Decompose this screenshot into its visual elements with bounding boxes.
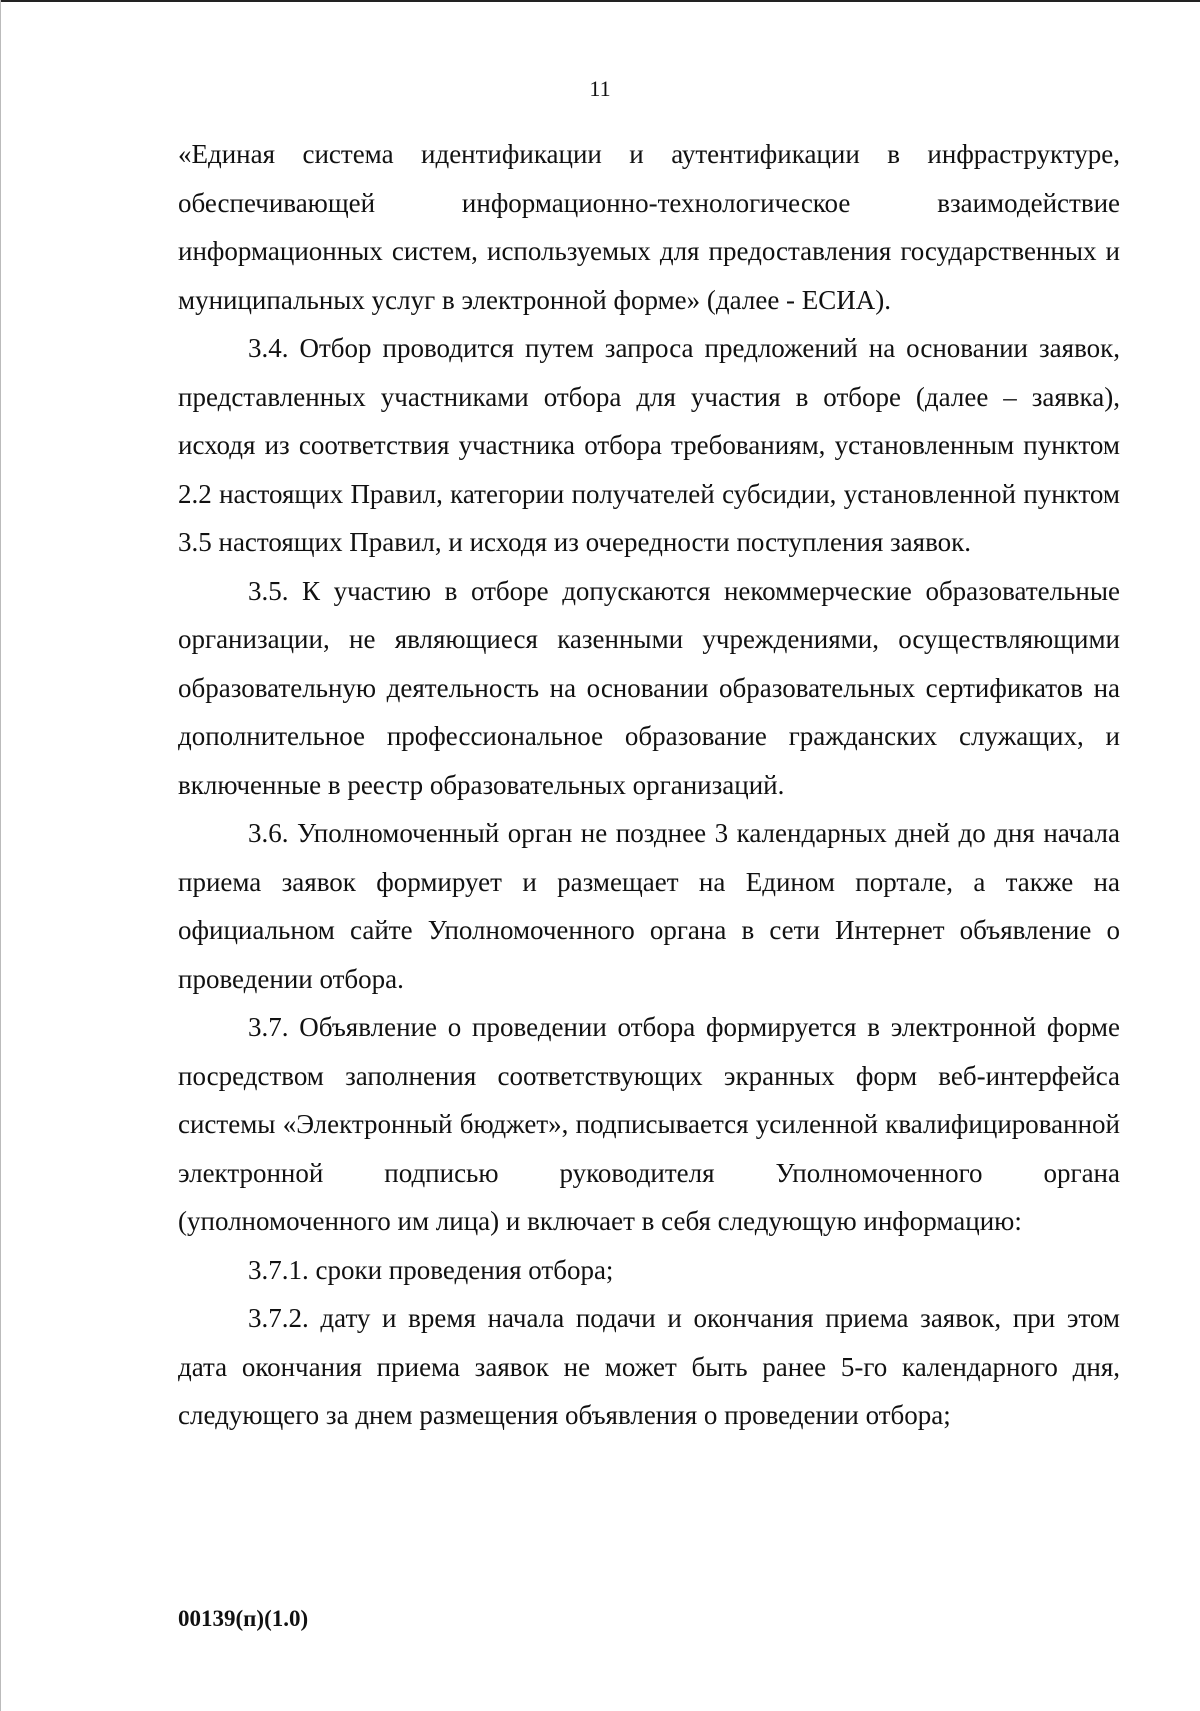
paragraph-3-5: 3.5. К участию в отборе допускаются некоммерческие образовательные организации, не являющиеся казенными учреждениями, осуществляющими образовательную деятельность на основании образовательных сертификатов на дополнительное профессиональное образование гражданских служащих, и включенные в реестр образовательных организаций. [178, 575, 1120, 800]
paragraph-3-7-1: 3.7.1. сроки проведения отбора; [248, 1254, 614, 1285]
paragraph-3-7-2: 3.7.2. дату и время начала подачи и окончания приема заявок, при этом дата окончания приема заявок не может быть ранее 5-го календарного дня, следующего за днем размещения объявления о проведении отбора; [178, 1303, 1120, 1430]
paragraph-esia-definition: «Единая система идентификации и аутентификации в инфраструктуре, обеспечивающей информационно-технологическое взаимодействие информационных систем, используемых для предоставления государственных и муниципальных услуг в электронной форме» (далее - ЕСИА). [178, 139, 1120, 315]
document-body [178, 130, 1120, 1440]
scan-left-edge [0, 0, 1, 1711]
scan-top-edge [0, 0, 1200, 2]
paragraph-3-6: 3.6. Уполномоченный орган не позднее 3 календарных дней до дня начала приема заявок формирует и размещает на Едином портале, а также на официальном сайте Уполномоченного органа в сети Интернет объявление о проведении отбора. [178, 818, 1120, 994]
paragraph-3-4: 3.4. Отбор проводится путем запроса предложений на основании заявок, представленных участниками отбора для участия в отборе (далее – заявка), исходя из соответствия участника отбора требованиям, установленным пунктом 2.2 настоящих Правил, категории получателей субсидии, установленной пунктом 3.5 настоящих Правил, и исходя из очередности поступления заявок. [178, 333, 1120, 557]
document-code: 00139(п)(1.0) [178, 1606, 309, 1631]
page-number: 11 [589, 76, 611, 101]
paragraph-3-7: 3.7. Объявление о проведении отбора формируется в электронной форме посредством заполнения соответствующих экранных форм веб-интерфейса системы «Электронный бюджет», подписывается усиленной квалифицированной электронной подписью руководителя Уполномоченного органа (уполномоченного им лица) и включает в себя следующую информацию: [178, 1012, 1120, 1236]
